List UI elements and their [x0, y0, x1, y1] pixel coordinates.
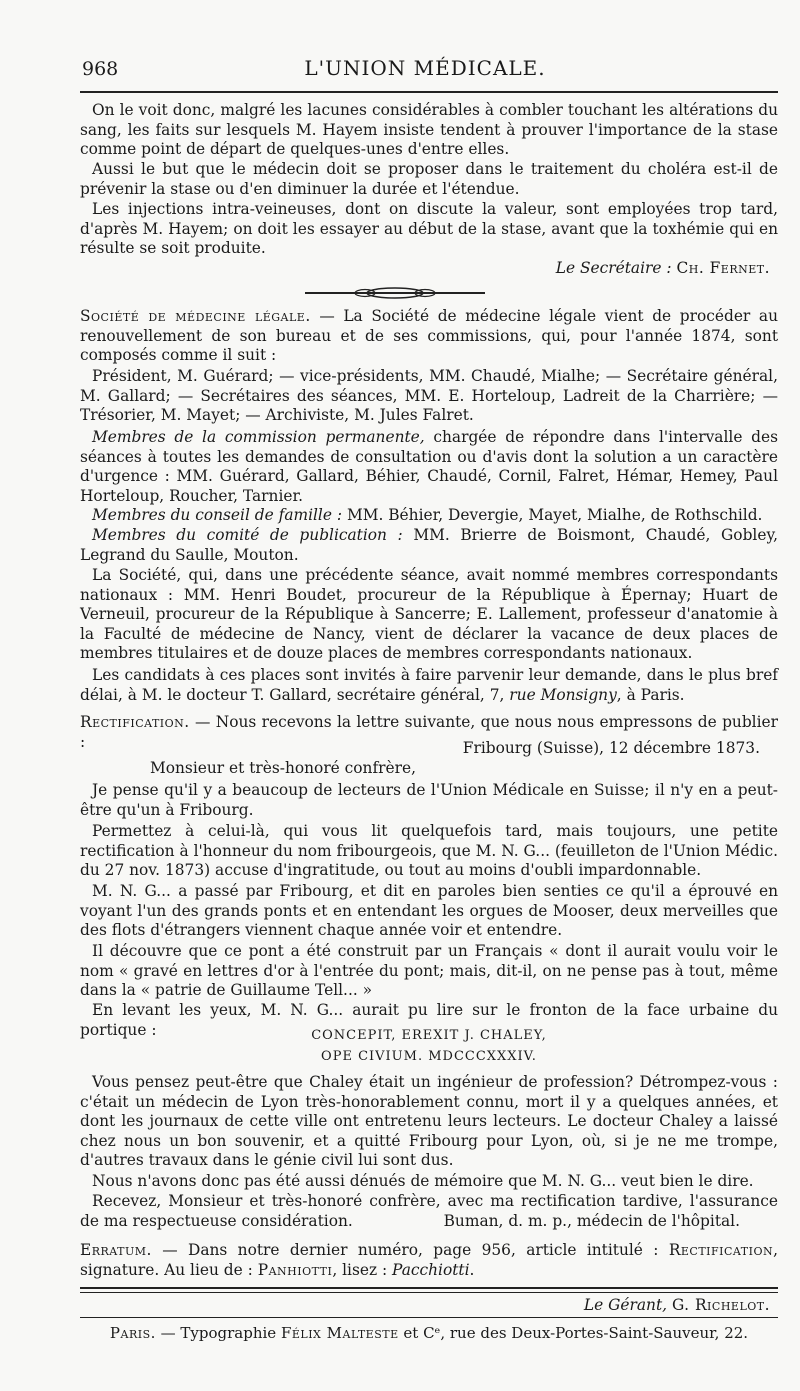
- paragraph-injections: Les injections intra-veineuses, dont on discute la valeur, sont employées trop tard, d'après M. Hayem; on doit les essayer au début de la stase, avant que la toxhémie qui en résulte se soit produite.: [80, 200, 778, 258]
- page-header: [70, 52, 780, 88]
- letter-para-2: Permettez à celui-là, qui vous lit quelquefois tard, mais toujours, une petite rectification à l'honneur du nom fribourgeois, que M. N. G... (feuilleton de l'Union Médic. du 27 nov. 1873) accuse d'ingratitude, ou tout au moins d'oubli impardonnable.: [80, 822, 778, 880]
- paragraph-famille: [80, 506, 778, 526]
- letter-para-1: Je pense qu'il y a beaucoup de lecteurs de l'Union Médicale en Suisse; il n'y en a peut-être qu'un à Fribourg.: [80, 781, 778, 819]
- paragraph-correspondants: La Société, qui, dans une précédente séance, avait nommé membres correspondants nationaux : MM. Henri Boudet, procureur de la République à Épernay; Huart de Verneuil, procureur de la République à Sancerre; E. Lallement, professeur d'anatomie à la Faculté de médecine de Nancy, vient de déclarer la vacance de deux places de membres titulaires et de douze places de membres correspondants nationaux.: [80, 566, 778, 663]
- section-intro: — La Société de médecine légale vient de procéder au renouvellement de son bureau et de ses commissions, qui, pour l'année 1874, sont composés comme il suit :: [80, 307, 778, 365]
- letter-para-7: Nous n'avons donc pas été aussi dénués de mémoire que M. N. G... veut bien le dire.: [92, 1172, 754, 1190]
- footer-rule-2: [80, 1292, 778, 1293]
- erratum-text-c: , lisez :: [332, 1260, 393, 1279]
- inscription-line-1: CONCEPIT, EREXIT J. CHALEY,: [311, 1028, 547, 1043]
- paragraph-bureau: Président, M. Guérard; — vice-présidents, MM. Chaudé, Mialhe; — Secrétaire général, M. Gallard; — Secrétaires des séances, MM. E. Horteloup, Ladreit de la Charrière; — Trésorier, M. Mayet; — Archiviste, M. Jules Falret.: [80, 367, 778, 425]
- gerant-name: G. Richelot.: [671, 1296, 770, 1314]
- erratum-text-d: .: [469, 1260, 475, 1279]
- commission-text: chargée de répondre dans l'intervalle des séances à toutes les demandes de consultation ou d'avis dont la solution a un caractère d'urgence : MM. Guérard, Gallard, Béhier, Chaudé, Cornil, Falret, Hémar, Hemey, Paul Horteloup, Roucher, Tarnier.: [80, 428, 778, 505]
- letter-para-3: M. N. G... a passé par Fribourg, et dit en paroles bien senties ce qu'il a éprouvé en voyant l'un des grands ponts et en entendant les orgues de Mooser, deux merveilles que des flots d'étrangers viennent chaque année voir et entendre.: [80, 882, 778, 940]
- header-rule: [80, 91, 778, 93]
- commission-label: Membres de la commission permanente,: [92, 428, 425, 446]
- erratum-wrong: Panhiotti: [257, 1260, 333, 1279]
- imprint-city: Paris.: [109, 1324, 156, 1342]
- footer-rule-3: [80, 1317, 778, 1318]
- rectification-intro: — Nous recevons la lettre suivante, que nous nous empressons de publier :: [80, 713, 778, 751]
- section-erratum: [80, 1241, 778, 1280]
- erratum-heading: Erratum.: [80, 1241, 152, 1259]
- section-heading: Société de médecine légale.: [80, 307, 311, 325]
- letter-para-6: Vous pensez peut-être que Chaley était un ingénieur de profession? Détrompez-vous : c'était un médecin de Lyon très-honorablement connu, mort il y a quelques années, et dont les journaux de cette ville ont entretenu leurs lecteurs. Le docteur Chaley a laissé chez nous un bon souvenir, et a quitté Fribourg pour Lyon, où, si je ne me trompe, d'autres travaux dans le génie civil lui sont dus.: [80, 1073, 778, 1170]
- paragraph-commission: [80, 428, 778, 506]
- letter-para-8: Recevez, Monsieur et très-honoré confrère, avec ma rectification tardive, l'assurance de ma respectueuse considération.: [80, 1192, 778, 1230]
- footer-rule-1: [80, 1287, 778, 1289]
- imprint-name: Félix Malteste: [280, 1324, 399, 1342]
- section-medecine-legale: [80, 307, 778, 366]
- signature-label: Le Secrétaire :: [555, 259, 672, 277]
- famille-text: MM. Béhier, Devergie, Mayet, Mialhe, de Rothschild.: [342, 506, 763, 524]
- signature-secretaire: [80, 259, 770, 279]
- erratum-text-b: , signature. Au lieu de :: [80, 1241, 778, 1279]
- erratum-text-a: — Dans notre dernier numéro, page 956, article intitulé :: [151, 1241, 669, 1259]
- page-number: 968: [82, 58, 119, 80]
- erratum-correct: Pacchiotti: [392, 1260, 470, 1279]
- letter-salutation: Monsieur et très-honoré confrère,: [150, 759, 416, 777]
- candidats-street: rue Monsigny: [509, 685, 617, 704]
- letter-para-5: En levant les yeux, M. N. G... aurait pu lire sur le fronton de la face urbaine du portique :: [80, 1001, 778, 1039]
- gerant-label: Le Gérant,: [583, 1296, 668, 1314]
- imprint-text-a: — Typographie: [155, 1324, 281, 1342]
- signature-name: Ch. Fernet.: [676, 259, 770, 277]
- erratum-ref: Rectification: [668, 1241, 774, 1259]
- letter-dateline: Fribourg (Suisse), 12 décembre 1873.: [462, 739, 760, 757]
- imprint-text-b: et Cᵉ, rue des Deux-Portes-Saint-Sauveur, 22.: [398, 1324, 749, 1342]
- letter-para-4: Il découvre que ce pont a été construit par un Français « dont il aurait voulu voir le nom « gravé en lettres d'or à l'entrée du pont; mais, dit-il, on ne pense pas à tout, même dans la « patrie de Guillaume Tell... »: [80, 942, 778, 1000]
- publication-label: Membres du comité de publication :: [92, 526, 403, 544]
- paragraph-publication: [80, 526, 778, 565]
- candidats-text: Les candidats à ces places sont invités à faire parvenir leur demande, dans le plus bref délai, à M. le docteur T. Gallard, secrétaire général, 7,: [80, 666, 778, 704]
- inscription-line-2: OPE CIVIUM. MDCCCXXXIV.: [321, 1049, 537, 1064]
- rectification-heading: Rectification.: [80, 713, 190, 731]
- famille-label: Membres du conseil de famille :: [92, 506, 343, 524]
- publication-text: MM. Brierre de Boismont, Chaudé, Gobley, Legrand du Saulle, Mouton.: [80, 526, 778, 564]
- imprint: [80, 1324, 778, 1342]
- paragraph-stase: On le voit donc, malgré les lacunes considérables à combler touchant les altérations du sang, les faits sur lesquels M. Hayem insiste tendent à prouver l'importance de la stase comme point de départ de quelques-unes d'entre elles.: [80, 101, 778, 159]
- running-title: L'UNION MÉDICALE.: [304, 56, 546, 80]
- ornament-divider: [305, 286, 485, 300]
- paragraph-cholera: Aussi le but que le médecin doit se proposer dans le traitement du choléra est-il de prévenir la stase ou d'en diminuer la durée et l'étendue.: [80, 160, 778, 198]
- letter-signature: Buman, d. m. p., médecin de l'hôpital.: [443, 1212, 740, 1230]
- gerant-line: [80, 1296, 770, 1316]
- candidats-city: , à Paris.: [616, 685, 685, 704]
- paragraph-candidats: [80, 666, 778, 705]
